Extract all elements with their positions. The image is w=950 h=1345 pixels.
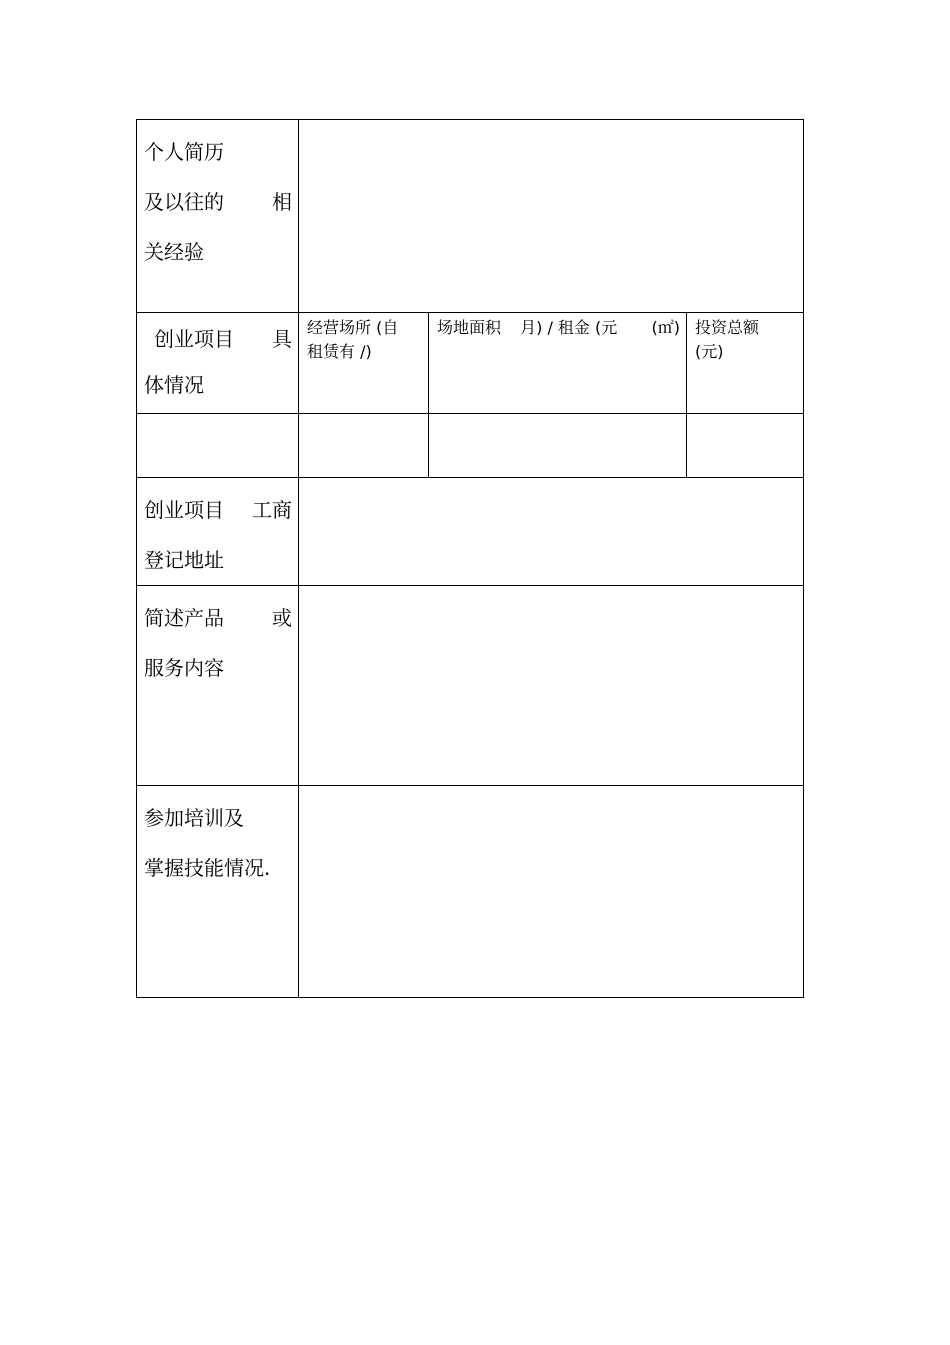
resume-label-line-2a: 及以往的: [144, 190, 224, 214]
resume-row: [137, 120, 804, 313]
area-rent-header-part-3: (㎡): [651, 318, 680, 337]
resume-label-line-2: [144, 177, 292, 227]
project-detail-row: [137, 313, 804, 414]
site-header-line-1: 经营场所 (自: [307, 318, 399, 337]
product-input-cell[interactable]: [299, 586, 804, 786]
site-input-cell[interactable]: [299, 414, 429, 478]
product-label-line-1b: 或: [272, 606, 292, 630]
registration-label-line-1: [144, 485, 292, 535]
site-header-line-2: 租赁有 /): [307, 342, 372, 361]
registration-label-line-1a: 创业项目: [144, 498, 224, 522]
resume-label-cell: [137, 120, 299, 313]
resume-label-line-1: 个人简历: [144, 140, 224, 164]
registration-label-line-2: 登记地址: [144, 548, 224, 572]
training-label-line-2: 掌握技能情况.: [144, 856, 271, 880]
project-detail-blank-cell: [137, 414, 299, 478]
project-detail-label-line-2: 体情况: [144, 373, 204, 397]
product-label-line-2: 服务内容: [144, 656, 224, 680]
resume-label-line-3: 关经验: [144, 240, 204, 264]
registration-input-cell[interactable]: [299, 478, 804, 586]
investment-header-cell: [687, 313, 804, 414]
project-detail-label-line-1: [144, 316, 292, 362]
registration-label-line-1b: 工商: [252, 498, 292, 522]
area-rent-header-part-1: 场地面积: [437, 318, 502, 337]
site-header-cell: [299, 313, 429, 414]
training-input-cell[interactable]: [299, 786, 804, 998]
project-detail-label-line-1b: 具: [272, 327, 292, 351]
investment-header-line-2: (元): [695, 342, 724, 361]
area-rent-header-line: [437, 316, 680, 340]
area-rent-header-part-2: 月) / 租金 (元: [520, 318, 618, 337]
project-detail-label-cell: [137, 313, 299, 414]
investment-input-cell[interactable]: [687, 414, 804, 478]
project-detail-label-line-1a: 创业项目: [154, 327, 234, 351]
project-detail-values-row: [137, 414, 804, 478]
product-label-line-1a: 简述产品: [144, 606, 224, 630]
training-label-line-1: 参加培训及: [144, 806, 244, 830]
resume-label-line-2b: 相: [272, 190, 292, 214]
registration-row: [137, 478, 804, 586]
product-row: [137, 586, 804, 786]
training-label-cell: [137, 786, 299, 998]
product-label-line-1: [144, 593, 292, 643]
resume-input-cell[interactable]: [299, 120, 804, 313]
area-rent-input-cell[interactable]: [429, 414, 687, 478]
application-form-table: [136, 119, 804, 998]
product-label-cell: [137, 586, 299, 786]
area-rent-header-cell: [429, 313, 687, 414]
investment-header-line-1: 投资总额: [695, 318, 760, 337]
registration-label-cell: [137, 478, 299, 586]
training-row: [137, 786, 804, 998]
